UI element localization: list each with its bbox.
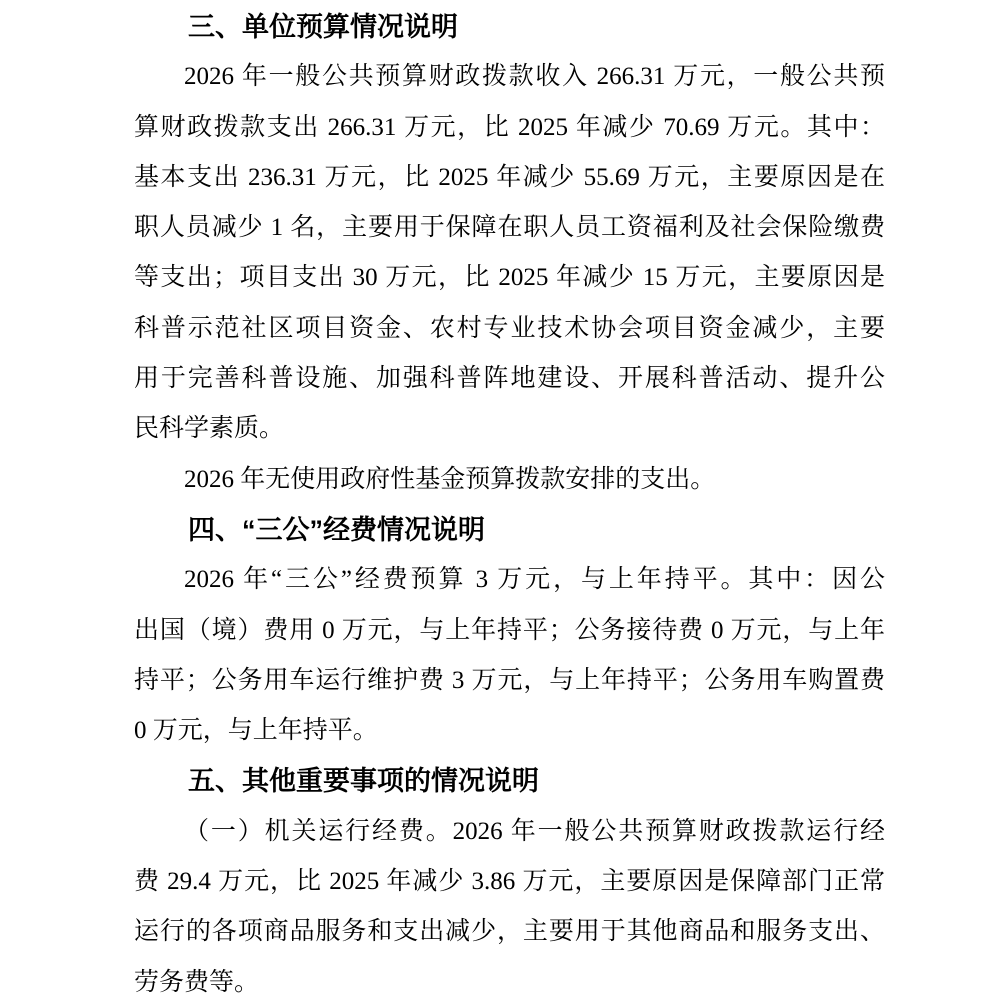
text-line: 2026 年“三公”经费预算 3 万元，与上年持平。其中：因公 [184,566,885,594]
text-line: 算财政拨款支出 266.31 万元，比 2025 年减少 70.69 万元。其中： [134,113,885,141]
text-line: 0 万元，与上年持平。 [134,717,378,745]
text-line: 费 29.4 万元，比 2025 年减少 3.86 万元，主要原因是保障部门正常 [134,868,885,896]
text-line: 2026 年无使用政府性基金预算拨款安排的支出。 [184,465,716,493]
text-line: 科普示范社区项目资金、农村专业技术协会项目资金减少，主要 [134,314,885,342]
section-heading: 五、其他重要事项的情况说明 [188,766,539,797]
text-line: 用于完善科普设施、加强科普阵地建设、开展科普活动、提升公 [134,365,885,393]
text-line: 2026 年一般公共预算财政拨款收入 266.31 万元，一般公共预 [184,63,885,91]
document-content [134,2,885,1008]
text-line: 出国（境）费用 0 万元，与上年持平；公务接待费 0 万元，与上年 [134,616,885,644]
text-line: 职人员减少 1 名，主要用于保障在职人员工资福利及社会保险缴费 [134,214,885,242]
text-line: 基本支出 236.31 万元，比 2025 年减少 55.69 万元，主要原因是在 [134,163,885,191]
text-line: 等支出；项目支出 30 万元，比 2025 年减少 15 万元，主要原因是 [134,264,885,292]
section-heading: 四、“三公”经费情况说明 [188,514,485,545]
text-line: 运行的各项商品服务和支出减少，主要用于其他商品和服务支出、 [134,918,885,946]
text-line: 民科学素质。 [134,415,285,443]
text-line: 持平；公务用车运行维护费 3 万元，与上年持平；公务用车购置费 [134,666,885,694]
text-line: （一）机关运行经费。2026 年一般公共预算财政拨款运行经 [184,817,885,845]
section-heading: 三、单位预算情况说明 [188,12,458,42]
text-line: 劳务费等。 [134,968,260,996]
